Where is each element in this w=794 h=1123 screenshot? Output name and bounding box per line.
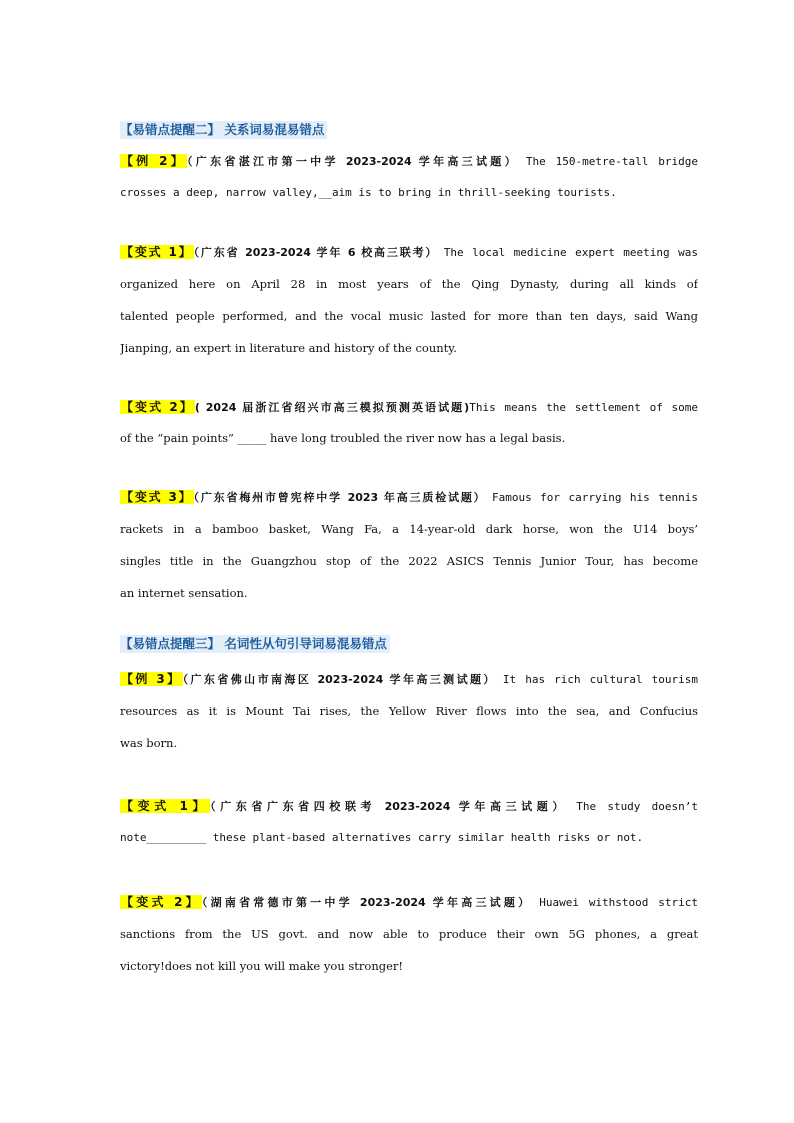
s3-variant-1-text-1: The study doesn’t [576,800,698,813]
section-heading-2: 【易错点提醒二】 关系词易混易错点 [120,121,327,139]
s3-variant-2-line-1 [120,892,698,912]
variant-1-tag: 【变式 1】 [121,245,193,259]
s3-variant-2-source: （湖南省常德市第一中学 2023-2024 学年高三试题） [201,896,533,909]
example-3-source: （广东省佛山市南海区 2023-2024 学年高三测试题） [182,673,497,686]
example-3-line-2: resources as it is Mount Tai rises, the Yellow River flows into the sea, and Confucius [120,704,698,718]
example-3-tag: 【例 3】 [121,672,182,686]
s3-variant-2-text-1: Huawei withstood strict [539,896,698,909]
variant-3-line-1 [120,487,698,507]
section-heading-3: 【易错点提醒三】 名词性从句引导词易混易错点 [120,635,390,653]
example-2-blank: __ [318,186,332,199]
example-2-tag: 【例 2】 [121,154,187,168]
variant-2-line-1 [120,397,698,417]
example-2-line-1 [120,151,698,171]
example-3-line-1 [120,669,698,689]
example-2-text-2b: aim is to bring in thrill-seeking tourists. [331,186,617,199]
variant-3-text-1: Famous for carrying his tennis [492,491,698,504]
variant-3-line-2: rackets in a bamboo basket, Wang Fa, a 14-year-old dark horse, won the U14 boys’ [120,522,698,536]
example-2-line-2 [120,183,698,203]
variant-1-text-1: The local medicine expert meeting was [443,246,698,259]
variant-1-line-1 [120,242,698,262]
example-2-text-1: The 150-metre-tall bridge [525,155,698,168]
variant-3-tag: 【变式 3】 [121,490,193,504]
s3-variant-2-line-2: sanctions from the US govt. and now able to produce their own 5G phones, a great [120,927,698,941]
s3-variant-1-line-2: note_________ these plant-based alternatives carry similar health risks or not. [120,831,644,844]
example-3-text-1: It has rich cultural tourism [502,673,698,686]
example-3-line-3: was born. [120,736,178,750]
example-2-source: （广东省湛江市第一中学 2023-2024 学年高三试题） [187,155,519,168]
variant-3-line-3: singles title in the Guangzhou stop of the 2022 ASICS Tennis Junior Tour, has become [120,554,698,568]
variant-1-line-2: organized here on April 28 in most years of the Qing Dynasty, during all kinds of [120,277,698,291]
variant-2-tag: 【变式 2】 [121,400,194,414]
s3-variant-1-tag: 【变式 1】 [121,799,210,813]
variant-1-line-4: Jianping, an expert in literature and history of the county. [120,341,457,355]
variant-2-text-1: This means the settlement of some [469,401,698,414]
s3-variant-2-tag: 【变式 2】 [121,895,201,909]
variant-1-source: （广东省 2023-2024 学年 6 校高三联考） [193,246,439,259]
s3-variant-1-line-1 [120,796,698,816]
s3-variant-1-source: （广东省广东省四校联考 2023-2024 学年高三试题） [210,800,568,813]
variant-3-line-4: an internet sensation. [120,586,248,600]
s3-variant-2-line-3: victory!does not kill you will make you stronger! [120,959,404,973]
variant-2-source: ( 2024 届浙江省绍兴市高三模拟预测英语试题) [194,401,470,414]
example-2-text-2a: crosses a deep, narrow valley, [120,186,319,199]
variant-2-line-2: of the “pain points” _____ have long troubled the river now has a legal basis. [120,431,566,445]
variant-3-source: （广东省梅州市曾宪梓中学 2023 年高三质检试题） [193,491,487,504]
variant-1-line-3: talented people performed, and the vocal music lasted for more than ten days, said Wang [120,309,698,323]
